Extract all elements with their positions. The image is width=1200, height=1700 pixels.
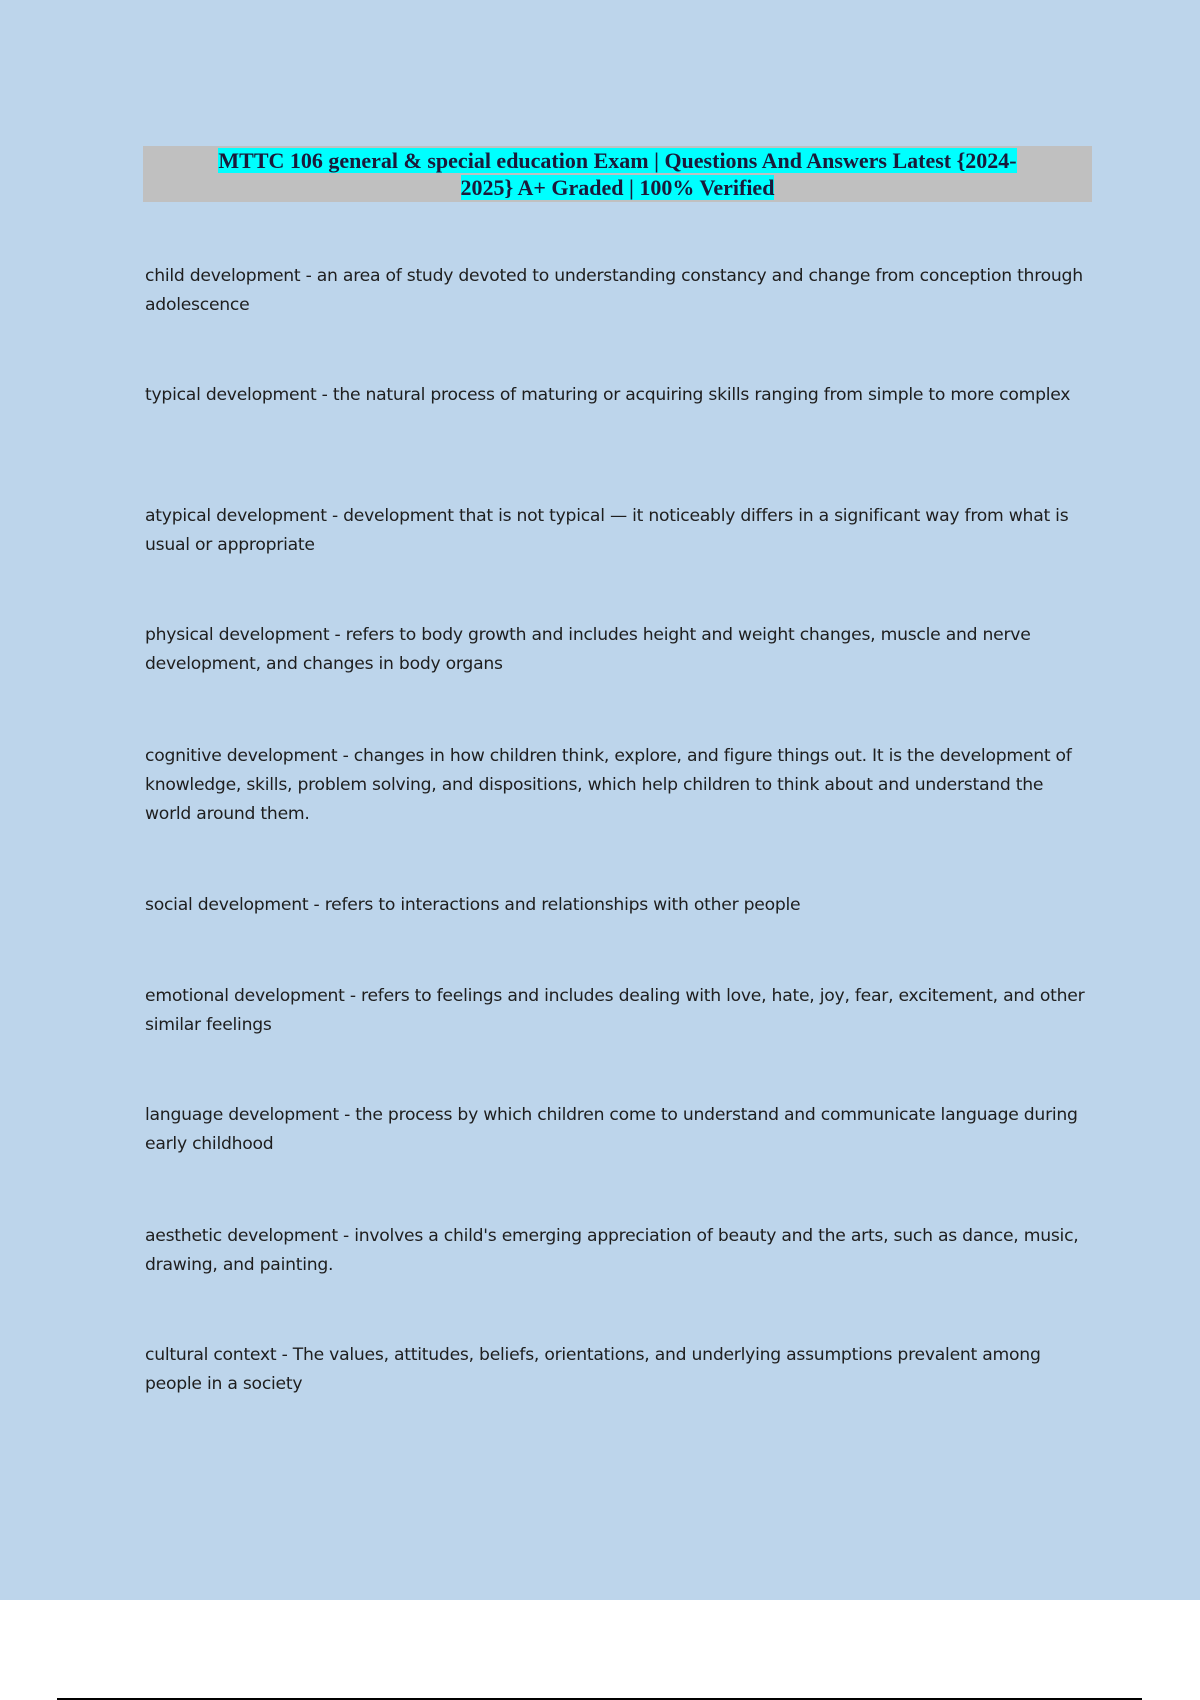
definition-entry: typical development - the natural process of maturing or acquiring skills ranging from simple to more complex [145,385,1071,405]
definition-entry: emotional development - refers to feelings and includes dealing with love, hate, joy, fear, excitement, and other similar feelings [145,986,1085,1035]
definition-entry: physical development - refers to body growth and includes height and weight changes, muscle and nerve development, and changes in body organs [145,625,1031,674]
document-title [143,146,1092,202]
definition-entry: language development - the process by which children come to understand and communicate language during early childhood [145,1105,1078,1154]
definition-entry: child development - an area of study devoted to understanding constancy and change from conception through adolescence [145,266,1083,315]
definition-entry: social development - refers to interactions and relationships with other people [145,895,801,915]
definition-entry: atypical development - development that is not typical — it noticeably differs in a significant way from what is usual or appropriate [145,506,1069,555]
definition-entry: cultural context - The values, attitudes, beliefs, orientations, and underlying assumptions prevalent among people in a society [145,1345,1041,1394]
title-line-2: 2025} A+ Graded | 100% Verified [460,175,775,200]
title-line-1: MTTC 106 general & special education Exam | Questions And Answers Latest {2024- [218,148,1017,173]
definition-entry: cognitive development - changes in how children think, explore, and figure things out. It is the development of knowledge, skills, problem solving, and dispositions, which help children to think about and understand the world around them. [145,746,1072,824]
definition-entry: aesthetic development - involves a child's emerging appreciation of beauty and the arts, such as dance, music, drawing, and painting. [145,1226,1079,1275]
